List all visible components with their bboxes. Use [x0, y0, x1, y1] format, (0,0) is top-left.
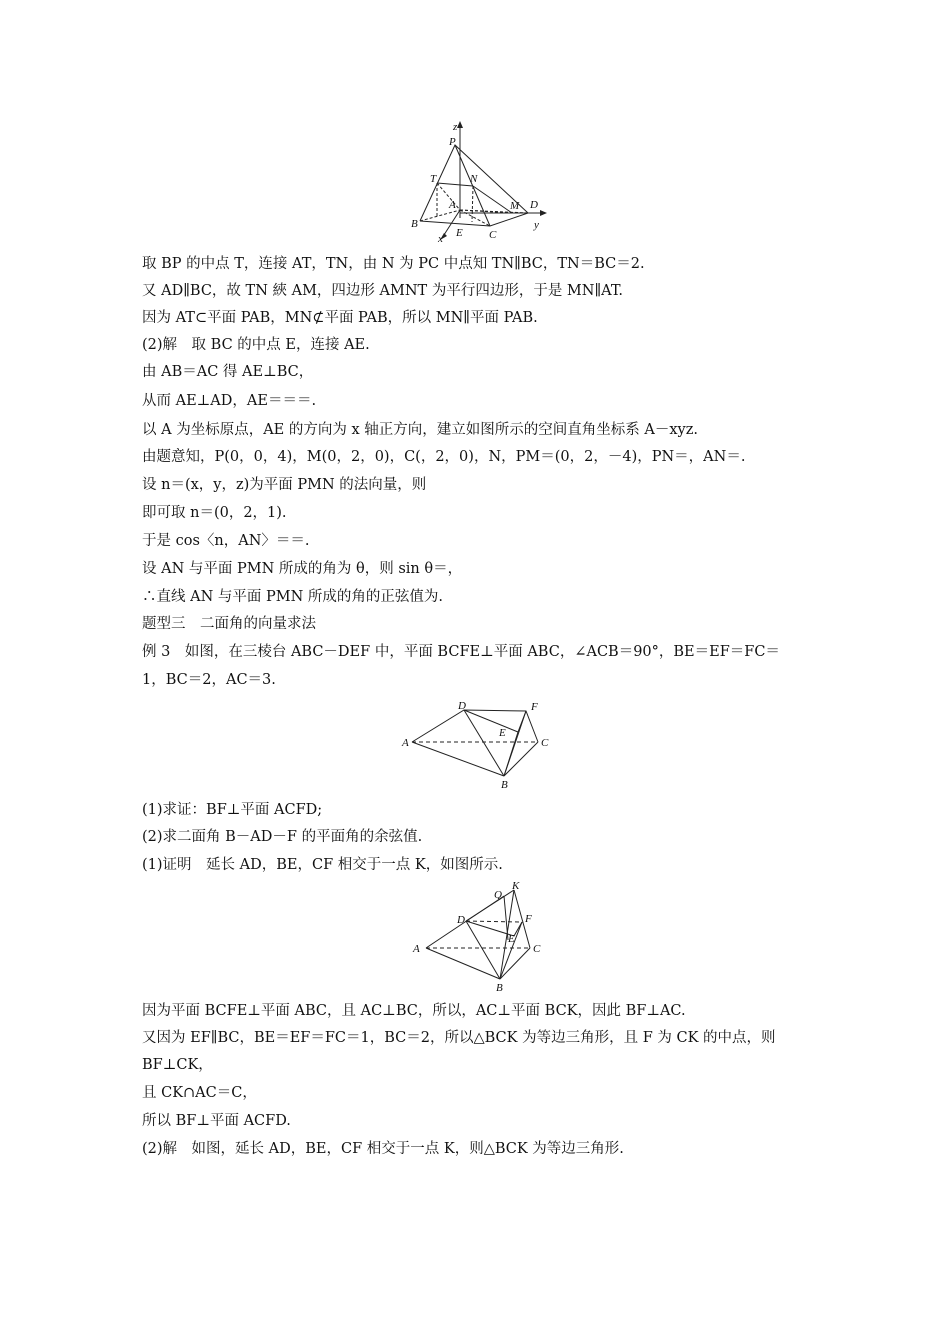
label-z: z — [453, 121, 458, 133]
label-B: B — [411, 218, 418, 230]
text-line-5: 由 AB＝AC 得 AE⊥BC， — [142, 364, 314, 380]
extended-frustum-figure — [404, 878, 554, 994]
text-line-6: 从而 AE⊥AD，AE＝＝＝. — [142, 393, 317, 409]
proof-line-4: 且 CK∩AC＝C， — [142, 1085, 257, 1101]
label-y: y — [534, 219, 539, 231]
pyramid-figure — [400, 118, 560, 244]
text-line-2: 又 AD∥BC，故 TN 綊 AM，四边形 AMNT 为平行四边形，于是 MN∥AT. — [142, 283, 623, 299]
text-line-4: (2)解 取 BC 的中点 E，连接 AE. — [142, 337, 370, 353]
label-N: N — [470, 173, 478, 185]
label-K: K — [512, 880, 520, 892]
label-C: C — [533, 943, 541, 955]
section-heading: 题型三 二面角的向量求法 — [142, 616, 316, 632]
text-line-3: 因为 AT⊂平面 PAB，MN⊄平面 PAB，所以 MN∥平面 PAB. — [142, 310, 538, 326]
label-E: E — [456, 227, 463, 239]
label-B: B — [501, 779, 508, 791]
label-x: x — [438, 233, 443, 244]
label-T: T — [430, 173, 437, 185]
label-A: A — [402, 737, 409, 749]
label-D: D — [530, 199, 538, 211]
label-P: P — [449, 136, 456, 148]
label-M: M — [510, 200, 520, 212]
label-E: E — [508, 933, 515, 945]
label-F: F — [531, 701, 538, 713]
proof-line-2: 又因为 EF∥BC，BE＝EF＝FC＝1，BC＝2，所以△BCK 为等边三角形，且 F 为 CK 的中点，则 — [142, 1030, 776, 1046]
label-E: E — [499, 727, 506, 739]
label-D: D — [457, 914, 465, 926]
label-B: B — [496, 982, 503, 994]
label-A: A — [413, 943, 420, 955]
question-1: (1)求证：BF⊥平面 ACFD; — [142, 802, 323, 818]
text-line-12: 设 AN 与平面 PMN 所成的角为 θ，则 sin θ＝， — [142, 561, 463, 577]
text-line-8: 由题意知，P(0，0，4)，M(0，2，0)，C(，2，0)，N，PM＝(0，2，－4)，PN＝，AN＝. — [142, 449, 746, 465]
text-line-13: ∴直线 AN 与平面 PMN 所成的角的正弦值为. — [142, 589, 443, 605]
proof-line-1: 因为平面 BCFE⊥平面 ABC，且 AC⊥BC，所以，AC⊥平面 BCK，因此 BF⊥AC. — [142, 1003, 686, 1019]
frustum-figure — [398, 698, 558, 794]
solution-2-intro: (2)解 如图，延长 AD，BE，CF 相交于一点 K，则△BCK 为等边三角形. — [142, 1141, 624, 1157]
proof-line-5: 所以 BF⊥平面 ACFD. — [142, 1113, 291, 1129]
text-line-1: 取 BP 的中点 T，连接 AT，TN，由 N 为 PC 中点知 TN∥BC，TN＝BC＝2. — [142, 256, 645, 272]
label-C: C — [541, 737, 549, 749]
label-Q: Q — [494, 889, 502, 901]
text-line-10: 即可取 n＝(0，2，1). — [142, 505, 287, 521]
example-3-line-1: 例 3 如图，在三棱台 ABC－DEF 中，平面 BCFE⊥平面 ABC，∠ACB＝90°，BE＝EF＝FC＝ — [142, 644, 780, 660]
example-3-line-2: 1，BC＝2，AC＝3. — [142, 672, 276, 688]
question-2: (2)求二面角 B－AD－F 的平面角的余弦值. — [142, 829, 423, 845]
text-line-11: 于是 cos〈n，AN〉＝＝. — [142, 533, 310, 549]
text-line-7: 以 A 为坐标原点，AE 的方向为 x 轴正方向，建立如图所示的空间直角坐标系 A－xyz. — [142, 422, 698, 438]
proof-1-intro: (1)证明 延长 AD，BE，CF 相交于一点 K，如图所示. — [142, 857, 503, 873]
text-line-9: 设 n＝(x，y，z)为平面 PMN 的法向量，则 — [142, 477, 427, 493]
label-F: F — [525, 913, 532, 925]
proof-line-3: BF⊥CK， — [142, 1057, 213, 1073]
label-C: C — [489, 229, 497, 241]
label-D: D — [458, 700, 466, 712]
label-A: A — [449, 199, 456, 211]
